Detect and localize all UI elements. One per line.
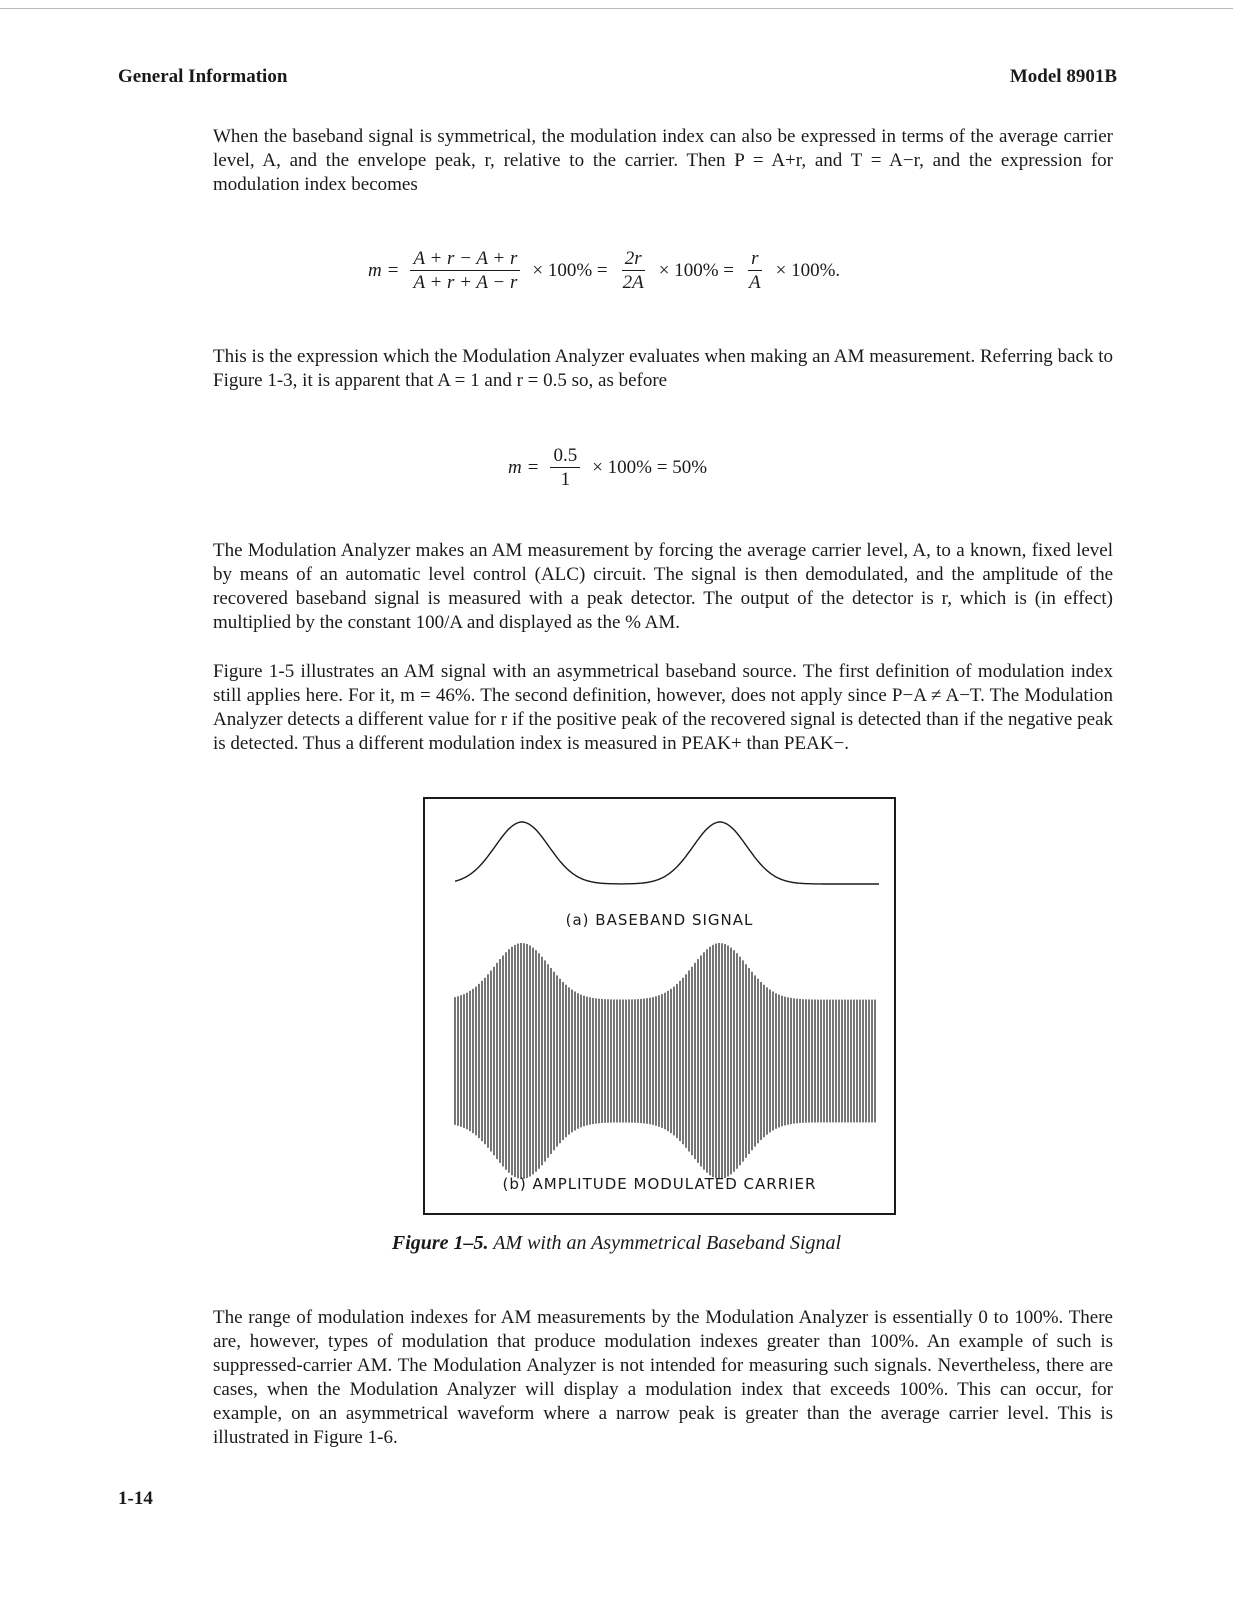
baseband-signal-wave — [455, 822, 879, 884]
model-name: Model 8901B — [1009, 66, 1117, 87]
modulated-carrier-lines — [455, 943, 875, 1179]
paragraph-1: When the baseband signal is symmetrical, the modulation index can also be expressed in terms of the average carrier level, A, and the envelope peak, r, relative to the carrier. Then P = A+r, and T = A−r, and the expression for modulation index becomes — [213, 126, 1113, 195]
paragraph-2: This is the expression which the Modulation Analyzer evaluates when making an AM measurement. Referring back to Figure 1-3, it is apparent that A = 1 and r = 0.5 so, as before — [213, 346, 1113, 391]
eq2-tail: × 100% = 50% — [592, 456, 708, 478]
page-number: 1-14 — [118, 1488, 153, 1509]
eq1-frac3-numerator: r — [748, 248, 761, 271]
section-title: General Information — [118, 66, 288, 87]
equation-modulation-index — [368, 248, 846, 293]
paragraph-3: The Modulation Analyzer makes an AM measurement by forcing the average carrier level, A, to a known, fixed level by means of an automatic level control (ALC) circuit. The signal is then demodulated, and the amplitude of the recovered baseband signal is measured with a peak detector. The output of the detector is r, which is (in effect) multiplied by the constant 100/A and displayed as the % AM. — [213, 540, 1113, 633]
eq1-times-2: × 100% = — [658, 259, 735, 281]
figure-caption — [0, 1232, 1233, 1255]
figure-label-b: (b) AMPLITUDE MODULATED CARRIER — [502, 1175, 817, 1193]
eq1-fraction-1 — [410, 248, 520, 293]
eq1-fraction-2 — [620, 248, 647, 293]
eq1-frac2-denominator: 2A — [622, 272, 644, 293]
eq1-fraction-3 — [746, 248, 764, 293]
figure-caption-text: AM with an Asymmetrical Baseband Signal — [493, 1232, 842, 1254]
eq1-frac3-denominator: A — [749, 272, 761, 293]
eq1-times-1: × 100% = — [532, 259, 608, 281]
eq2-lhs: m — [508, 456, 522, 478]
figure-label-a: (a) BASEBAND SIGNAL — [565, 911, 754, 929]
eq1-lhs: m — [368, 259, 382, 281]
top-rule — [0, 8, 1233, 9]
paragraph-4: Figure 1-5 illustrates an AM signal with an asymmetrical baseband source. The first definition of modulation index still applies here. For it, m = 46%. The second definition, however, does not apply since P−A ≠ A−T. The Modulation Analyzer detects a different value for r if the positive peak of the recovered signal is detected than if the negative peak is detected. Thus a different modulation index is measured in PEAK+ than PEAK−. — [213, 661, 1113, 754]
eq1-equals: = — [387, 259, 399, 281]
equation-example — [508, 445, 713, 490]
figure-1-5 — [423, 797, 896, 1215]
eq1-tail: × 100%. — [775, 259, 841, 281]
eq1-frac2-numerator: 2r — [622, 248, 645, 271]
eq1-frac1-denominator: A + r + A − r — [413, 272, 518, 293]
figure-caption-number: Figure 1–5. — [391, 1232, 489, 1254]
eq2-fraction — [550, 445, 580, 490]
eq2-equals: = — [527, 456, 539, 478]
eq2-denominator: 1 — [560, 469, 571, 490]
eq1-frac1-numerator: A + r − A + r — [410, 248, 520, 271]
paragraph-5: The range of modulation indexes for AM measurements by the Modulation Analyzer is essentially 0 to 100%. There are, however, types of modulation that produce modulation indexes greater than 100%. An example of such is suppressed-carrier AM. The Modulation Analyzer is not intended for measuring such signals. Nevertheless, there are cases, when the Modulation Analyzer will display a modulation index that exceeds 100%. This can occur, for example, on an asymmetrical waveform where a narrow peak is greater than the average carrier level. This is illustrated in Figure 1-6. — [213, 1307, 1113, 1448]
figure-drawing — [425, 799, 894, 1213]
eq2-numerator: 0.5 — [550, 445, 580, 468]
